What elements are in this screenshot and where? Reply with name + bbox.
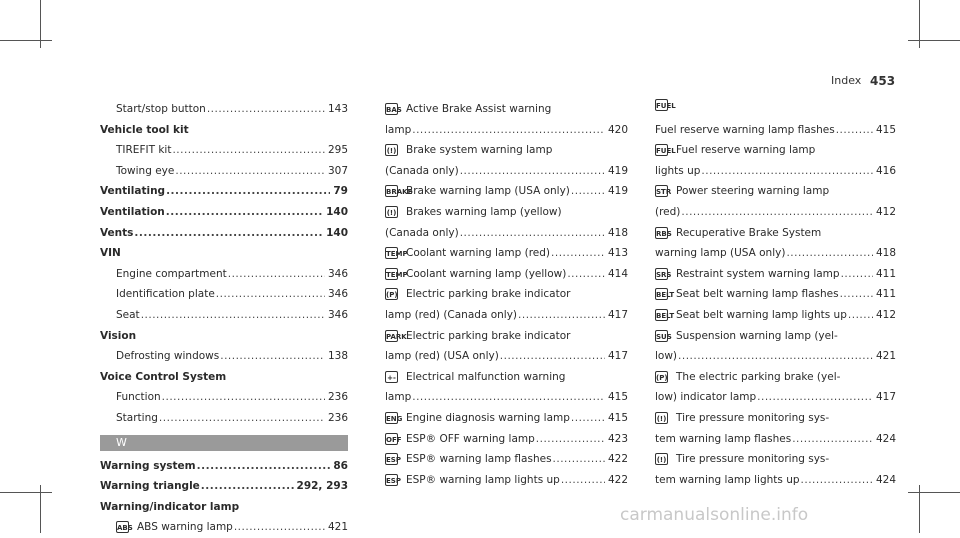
index-entry xyxy=(385,305,628,326)
entry-text: low) indicator lamp xyxy=(655,391,757,404)
page-reference[interactable]: 417 xyxy=(607,350,628,363)
entry-text: Recuperative Brake System xyxy=(676,226,822,239)
page-reference[interactable]: 421 xyxy=(875,350,896,363)
index-entry xyxy=(655,326,896,347)
page-reference[interactable]: 140 xyxy=(326,205,348,218)
leader-dots xyxy=(681,202,873,223)
entry-text: Tire pressure monitoring sys- xyxy=(676,453,830,466)
index-entry xyxy=(100,517,348,538)
index-entry xyxy=(385,387,628,408)
entry-text: Engine compartment xyxy=(116,267,227,280)
leader-dots xyxy=(561,470,605,491)
entry-text: Defrosting windows xyxy=(116,350,220,363)
index-entry xyxy=(385,429,628,450)
leader-dots xyxy=(175,161,325,182)
header-index-label: Index xyxy=(831,74,862,87)
entry-text: ABS warning lamp xyxy=(137,521,233,534)
leader-dots xyxy=(536,429,605,450)
watermark: carmanualsonline.info xyxy=(620,505,809,525)
warning-lamp-icon: +- xyxy=(385,371,398,383)
index-entry xyxy=(385,181,628,202)
entry-text: Fuel reserve warning lamp xyxy=(676,144,816,157)
entry-text: Identification plate xyxy=(116,288,215,301)
crop-mark xyxy=(0,492,52,493)
page-reference[interactable]: 346 xyxy=(327,267,348,280)
leader-dots xyxy=(553,449,605,470)
index-entry xyxy=(655,264,896,285)
index-entry xyxy=(100,387,348,408)
index-entry xyxy=(655,99,896,120)
page-reference[interactable]: 420 xyxy=(607,123,628,136)
index-entry xyxy=(100,99,348,120)
leader-dots xyxy=(141,305,325,326)
page-reference[interactable]: 346 xyxy=(327,288,348,301)
warning-lamp-icon: PARK xyxy=(385,330,398,342)
index-entry xyxy=(100,497,348,518)
entry-text: Seat belt warning lamp lights up xyxy=(676,308,847,321)
leader-dots xyxy=(786,243,873,264)
warning-lamp-icon: ABS xyxy=(116,521,129,533)
leader-dots xyxy=(678,346,873,367)
leader-dots xyxy=(162,387,325,408)
entry-text: Coolant warning lamp (red) xyxy=(406,247,551,260)
entry-text: (Canada only) xyxy=(385,164,459,177)
entry-text: Seat xyxy=(116,308,140,321)
index-entry xyxy=(385,284,628,305)
page-reference[interactable]: 415 xyxy=(607,391,628,404)
leader-dots xyxy=(836,120,873,141)
entry-text: Suspension warning lamp (yel- xyxy=(676,329,838,342)
entry-text: Warning triangle xyxy=(100,480,200,493)
leader-dots xyxy=(220,346,325,367)
index-entry xyxy=(385,470,628,491)
warning-lamp-icon: SUS xyxy=(655,330,668,342)
warning-lamp-icon: (!) xyxy=(385,144,398,156)
leader-dots xyxy=(518,305,605,326)
entry-text: Vision xyxy=(100,329,137,342)
index-entry xyxy=(655,367,896,388)
page-reference[interactable]: 295 xyxy=(327,144,348,157)
leader-dots xyxy=(567,264,605,285)
leader-dots xyxy=(841,264,873,285)
page-reference[interactable]: 307 xyxy=(327,164,348,177)
warning-lamp-icon: BAS xyxy=(385,103,398,115)
page-reference[interactable]: 421 xyxy=(327,521,348,534)
leader-dots xyxy=(412,387,605,408)
index-entry xyxy=(385,243,628,264)
index-entry xyxy=(655,470,896,491)
page-reference[interactable]: 423 xyxy=(607,432,628,445)
warning-lamp-icon: FUEL xyxy=(655,99,668,111)
page-reference[interactable]: 346 xyxy=(327,308,348,321)
page-reference[interactable]: 417 xyxy=(875,391,896,404)
index-entry xyxy=(655,243,896,264)
entry-text: Ventilating xyxy=(100,185,166,198)
crop-mark xyxy=(908,40,960,41)
index-entry xyxy=(385,264,628,285)
index-entry xyxy=(385,223,628,244)
leader-dots xyxy=(201,476,294,497)
entry-text: Starting xyxy=(116,411,158,424)
index-entry xyxy=(100,284,348,305)
entry-text: Start/stop button xyxy=(116,103,206,115)
entry-text: Fuel reserve warning lamp flashes xyxy=(655,123,835,136)
leader-dots xyxy=(840,284,873,305)
page-reference[interactable]: 236 xyxy=(327,391,348,404)
entry-text: Warning/indicator lamp xyxy=(100,500,240,513)
leader-dots xyxy=(551,243,605,264)
warning-lamp-icon: FUEL xyxy=(655,144,668,156)
warning-lamp-icon: TEMP xyxy=(385,247,398,259)
section-header-w xyxy=(100,435,348,451)
page-reference[interactable]: 411 xyxy=(875,267,896,280)
entry-text: Brake system warning lamp xyxy=(406,144,553,157)
page-reference[interactable]: 419 xyxy=(607,164,628,177)
page-reference[interactable]: 415 xyxy=(607,411,628,424)
page-reference[interactable]: 143 xyxy=(327,103,348,115)
leader-dots xyxy=(166,202,323,223)
entry-text: Tire pressure monitoring sys- xyxy=(676,411,830,424)
index-entry xyxy=(655,223,896,244)
warning-lamp-icon: (!) xyxy=(385,206,398,218)
warning-lamp-icon: BELT xyxy=(655,288,668,300)
entry-text: warning lamp (USA only) xyxy=(655,247,786,260)
index-entry xyxy=(385,367,628,388)
warning-lamp-icon: (P) xyxy=(385,288,398,300)
leader-dots xyxy=(848,305,873,326)
entry-text: VIN xyxy=(100,247,121,260)
entry-text: Electric parking brake indicator xyxy=(406,288,571,301)
index-entry xyxy=(385,140,628,161)
leader-dots xyxy=(792,429,873,450)
index-entry xyxy=(385,449,628,470)
entry-text: tem warning lamp lights up xyxy=(655,473,800,486)
warning-lamp-icon: (!) xyxy=(655,453,668,465)
entry-text: Ventilation xyxy=(100,205,165,218)
index-entry xyxy=(655,284,896,305)
entry-text: Voice Control System xyxy=(100,370,227,383)
index-entry xyxy=(655,449,896,470)
entry-text: lamp xyxy=(385,123,412,136)
index-entry xyxy=(385,346,628,367)
entry-text: tem warning lamp flashes xyxy=(655,432,792,445)
page-reference[interactable]: 236 xyxy=(327,411,348,424)
leader-dots xyxy=(757,387,873,408)
entry-text: ESP® OFF warning lamp xyxy=(406,432,535,445)
index-entry xyxy=(385,408,628,429)
index-entry xyxy=(385,120,628,141)
leader-dots xyxy=(166,181,330,202)
page-reference[interactable]: 414 xyxy=(607,267,628,280)
entry-text: Warning system xyxy=(100,459,196,472)
entry-text: Brake warning lamp (USA only) xyxy=(406,185,570,198)
index-entry xyxy=(100,346,348,367)
leader-dots xyxy=(197,456,331,477)
page-reference[interactable]: 412 xyxy=(875,205,896,218)
index-entry xyxy=(655,429,896,450)
page-reference[interactable]: 416 xyxy=(875,164,896,177)
index-entry xyxy=(655,387,896,408)
entry-text: Electric parking brake indicator xyxy=(406,329,571,342)
entry-text: ESP® warning lamp lights up xyxy=(406,473,560,486)
warning-lamp-icon: ENG xyxy=(385,412,398,424)
entry-text: Towing eye xyxy=(116,164,175,177)
page-reference[interactable]: 424 xyxy=(875,432,896,445)
index-entry xyxy=(655,161,896,182)
warning-lamp-icon: TEMP xyxy=(385,268,398,280)
index-entry xyxy=(100,456,348,477)
index-entry xyxy=(385,326,628,347)
leader-dots xyxy=(701,161,873,182)
warning-lamp-icon: BRAKE xyxy=(385,185,398,197)
leader-dots xyxy=(234,517,325,538)
index-column-3 xyxy=(655,99,896,490)
index-entry xyxy=(385,99,628,120)
entry-text: TIREFIT kit xyxy=(116,144,172,157)
entry-text: lamp (red) (USA only) xyxy=(385,350,499,363)
page-reference[interactable]: 422 xyxy=(607,453,628,466)
leader-dots xyxy=(460,161,605,182)
page-number: 453 xyxy=(870,74,896,88)
warning-lamp-icon: SRS xyxy=(655,268,668,280)
entry-text: The electric parking brake (yel- xyxy=(676,370,841,383)
leader-dots xyxy=(228,264,325,285)
page-reference[interactable]: 415 xyxy=(875,123,896,136)
entry-text: Engine diagnosis warning lamp xyxy=(406,411,570,424)
entry-text: Coolant warning lamp (yellow) xyxy=(406,267,567,280)
entry-text: Function xyxy=(116,391,161,404)
page-reference[interactable]: 413 xyxy=(607,247,628,260)
leader-dots xyxy=(207,99,325,120)
index-entry xyxy=(100,120,348,141)
section-letter: W xyxy=(116,435,127,449)
warning-lamp-icon: STR xyxy=(655,185,668,197)
page-reference[interactable]: 412 xyxy=(875,308,896,321)
entry-text: low) xyxy=(655,350,678,363)
page-reference[interactable]: 292, 293 xyxy=(296,480,348,493)
index-entry xyxy=(655,181,896,202)
index-column-1 xyxy=(100,99,348,538)
page-reference[interactable]: 418 xyxy=(607,226,628,239)
page-reference[interactable]: 140 xyxy=(326,226,348,239)
index-entry xyxy=(100,305,348,326)
index-entry xyxy=(100,367,348,388)
index-column-2 xyxy=(385,99,628,490)
page-reference[interactable]: 411 xyxy=(875,288,896,301)
index-entry xyxy=(655,120,896,141)
page-reference[interactable]: 86 xyxy=(333,459,348,472)
warning-lamp-icon: OFF xyxy=(385,433,398,445)
index-entry xyxy=(655,202,896,223)
index-entry xyxy=(100,326,348,347)
leader-dots xyxy=(172,140,325,161)
crop-mark xyxy=(0,40,52,41)
leader-dots xyxy=(216,284,325,305)
entry-text: Brakes warning lamp (yellow) xyxy=(406,205,562,218)
index-entry xyxy=(100,202,348,223)
index-entry xyxy=(655,408,896,429)
index-entry xyxy=(100,264,348,285)
entry-text: lamp (red) (Canada only) xyxy=(385,308,518,321)
index-entry xyxy=(100,476,348,497)
leader-dots xyxy=(412,120,605,141)
index-entry xyxy=(100,243,348,264)
index-entry xyxy=(100,140,348,161)
entry-text: lights up xyxy=(655,164,701,177)
entry-text: ESP® warning lamp flashes xyxy=(406,453,552,466)
leader-dots xyxy=(500,346,605,367)
crop-mark xyxy=(908,492,960,493)
warning-lamp-icon: RBS xyxy=(655,227,668,239)
index-entry xyxy=(100,161,348,182)
entry-text: Vents xyxy=(100,226,134,239)
entry-text: (Canada only) xyxy=(385,226,459,239)
leader-dots xyxy=(159,408,325,429)
leader-dots xyxy=(571,408,605,429)
index-entry xyxy=(385,202,628,223)
page-reference[interactable]: 417 xyxy=(607,308,628,321)
index-entry xyxy=(655,346,896,367)
leader-dots xyxy=(571,181,605,202)
index-entry xyxy=(100,181,348,202)
page-reference[interactable]: 419 xyxy=(607,185,628,198)
page-reference[interactable]: 138 xyxy=(327,350,348,363)
entry-text: Restraint system warning lamp xyxy=(676,267,840,280)
index-entry xyxy=(385,161,628,182)
leader-dots xyxy=(134,223,323,244)
entry-text: Seat belt warning lamp flashes xyxy=(676,288,839,301)
leader-dots xyxy=(801,470,873,491)
warning-lamp-icon: (!) xyxy=(655,412,668,424)
entry-text: Active Brake Assist warning xyxy=(406,103,552,115)
entry-text: (red) xyxy=(655,205,681,218)
page-reference[interactable]: 424 xyxy=(875,473,896,486)
entry-text: lamp xyxy=(385,391,412,404)
entry-text: Power steering warning lamp xyxy=(676,185,830,198)
index-entry xyxy=(655,140,896,161)
index-entry xyxy=(100,408,348,429)
warning-lamp-icon: ESP xyxy=(385,474,398,486)
index-entry xyxy=(100,223,348,244)
index-entry xyxy=(655,305,896,326)
page-reference[interactable]: 418 xyxy=(875,247,896,260)
warning-lamp-icon: (P) xyxy=(655,371,668,383)
warning-lamp-icon: BELT xyxy=(655,309,668,321)
leader-dots xyxy=(460,223,605,244)
entry-text: Vehicle tool kit xyxy=(100,123,189,136)
page-reference[interactable]: 422 xyxy=(607,473,628,486)
page-reference[interactable]: 79 xyxy=(333,185,348,198)
warning-lamp-icon: ESP xyxy=(385,453,398,465)
entry-text: Electrical malfunction warning xyxy=(406,370,566,383)
